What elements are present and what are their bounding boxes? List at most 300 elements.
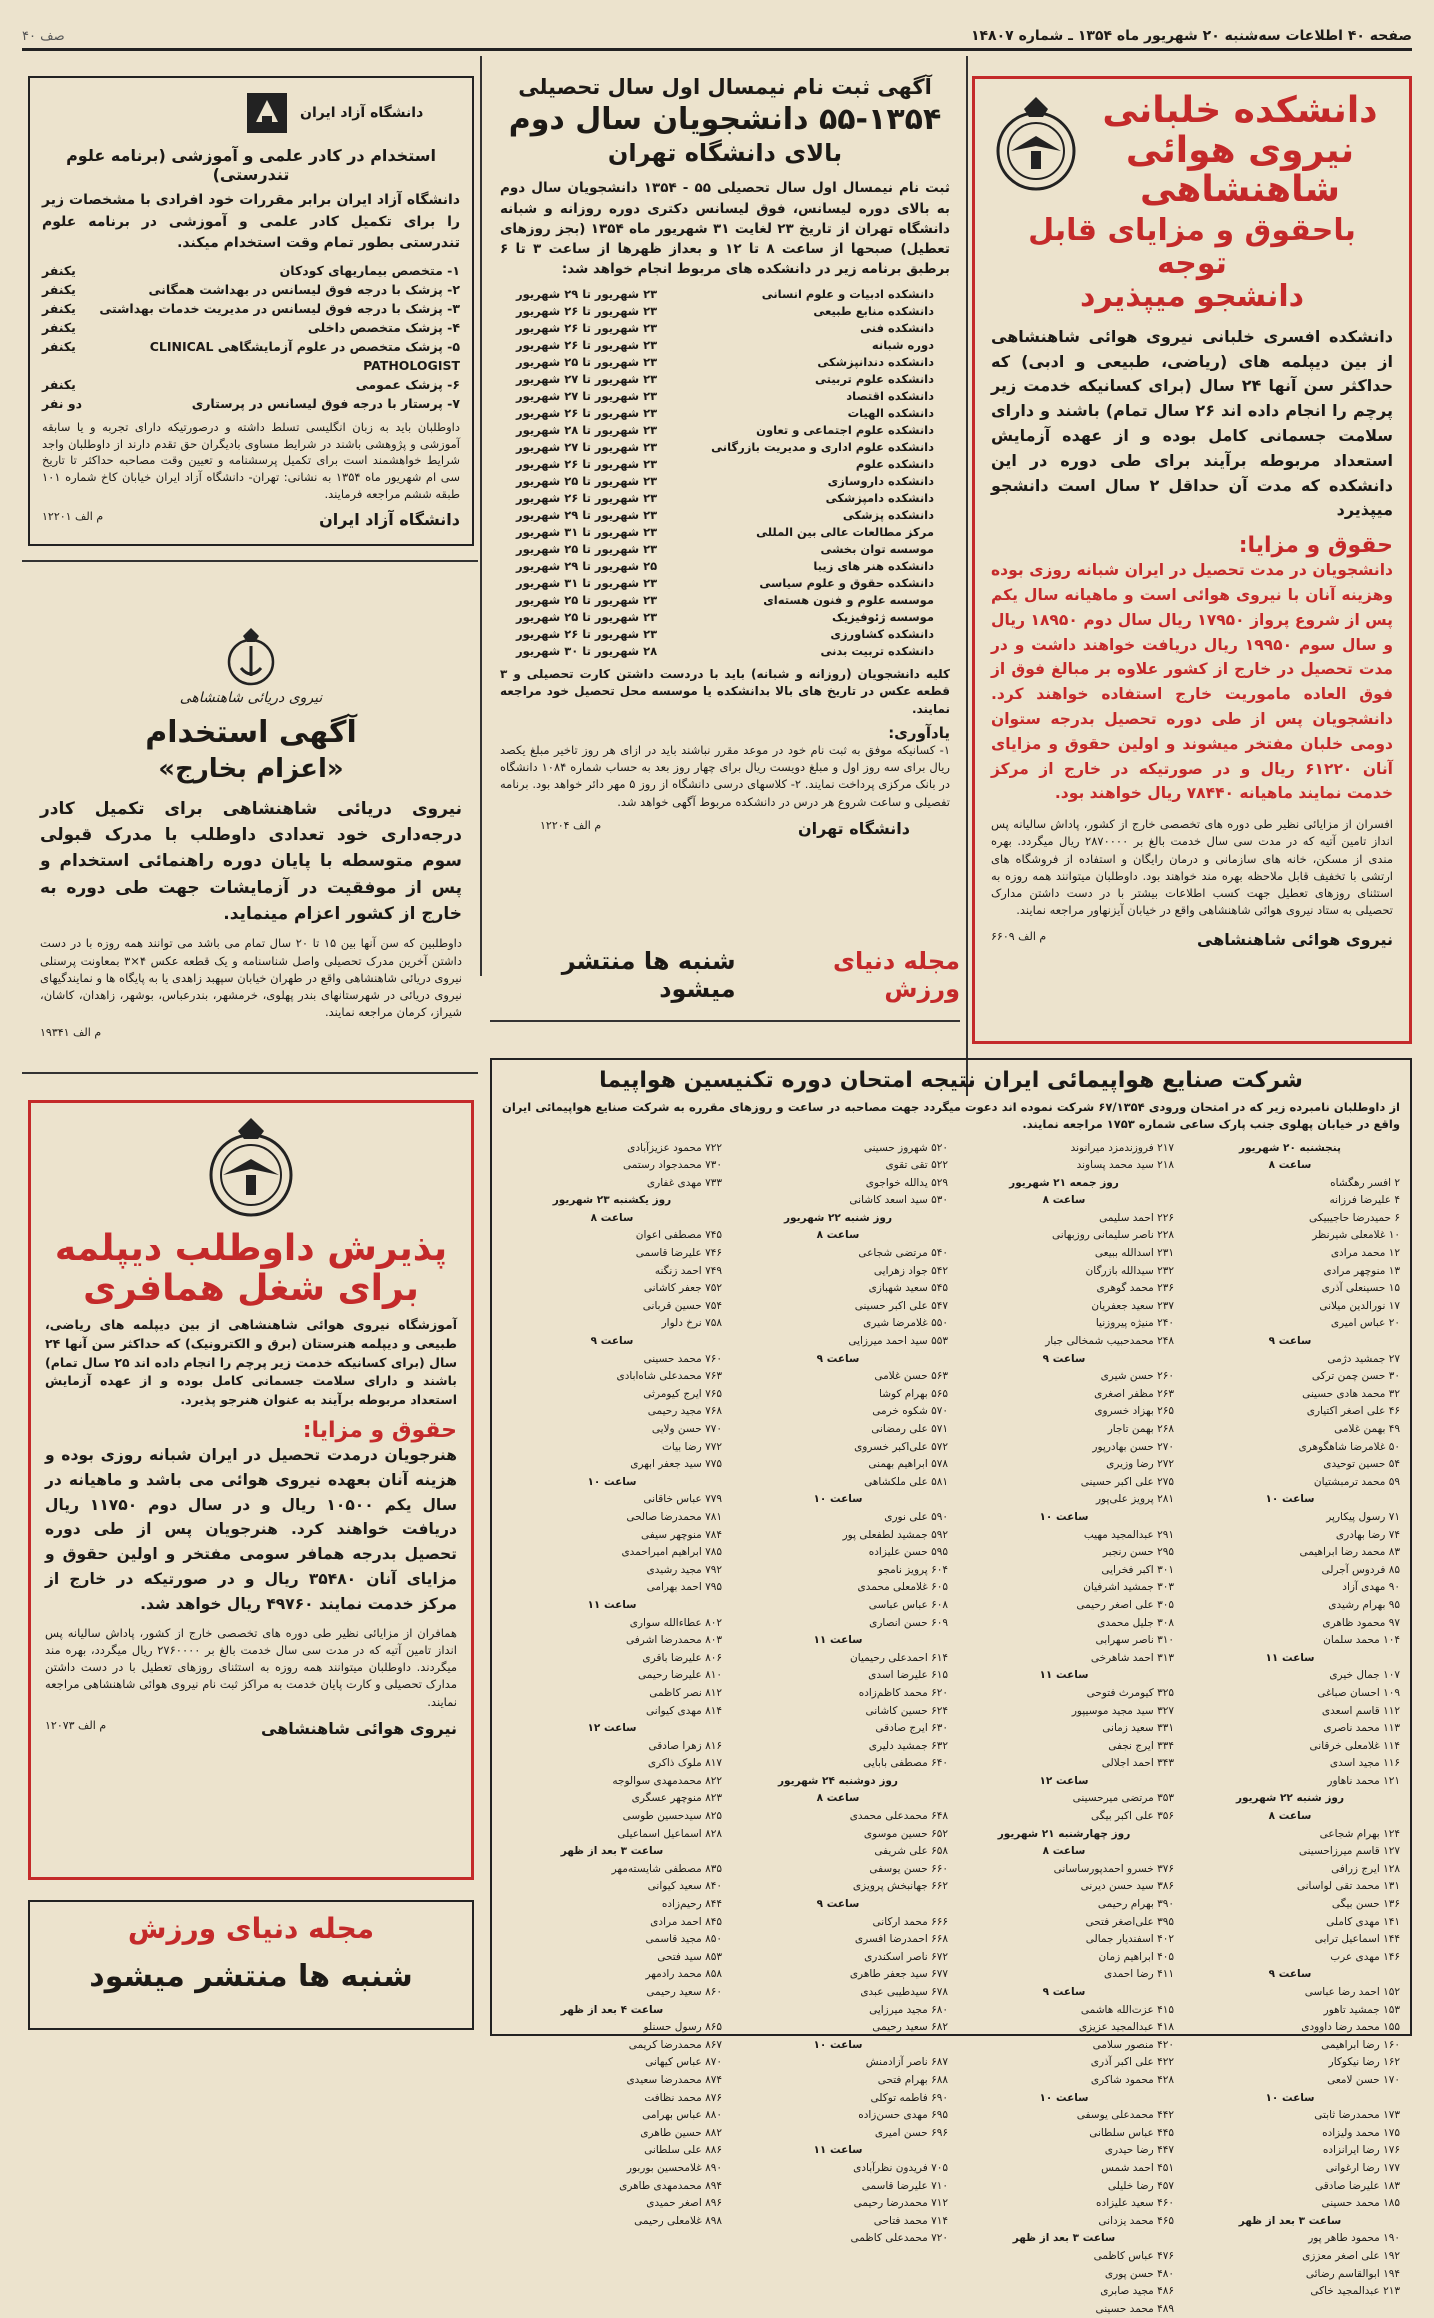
faculty-name: دوره شبانه [872,337,934,354]
candidate-entry: ۱۳۱ محمد تقی لواسانی [1180,1878,1400,1896]
candidate-entry: ۳۹۵ علی‌اصغر فتحی [954,1914,1174,1932]
candidate-entry: ساعت ۹ [728,1351,948,1369]
position-title: ۱- متخصص بیماریهای کودکان [280,261,460,280]
candidate-entry: ۸۰۳ محمدرضا اشرفی [502,1632,722,1650]
faculty-name: دانشکده علوم اداری و مدیریت بازرگانی [711,439,934,456]
ad-details: داوطلبین که سن آنها بین ۱۵ تا ۲۰ سال تمام می باشد می توانند همه روزه با در دست داشتن آخرین مدرک تحصیلی واصل شناسنامه و یک قطعه عکس ۴×۳ بمعاونت پرسنلی نیروی دریائی شاهنشاهی واقع در طهران خیابان سپهبد زاهدی یا به پایگاه ها و نمایندگیهای نیروی دریائی در شهرستانهای بندر پهلوی، خرمشهر، بندرعباس، بوشهر، زاهدان، کاشان، شیراز، کرمان مراجعه نمایند. [40,935,462,1021]
reminder-text: ۱- کسانیکه موفق به ثبت نام خود در موعد مقرر نباشند باید در ازای هر روز تاخیر مبلغ یکصد ریال برای سه روز اول و مبلغ دویست ریال برای چهار روز بعد به حساب شماره ۱۰۸۴ دانشگاه در بانک مرکزی پرداخت نمایند. ۲- کلاسهای درسی دانشگاه از روز ۵ مهر دائر خواهد بود. برنامه تفصیلی و ساعت شروع هر درس در دانشکده مربوط آگهی خواهد شد. [500,742,950,811]
candidate-entry: ساعت ۸ [954,1843,1174,1861]
candidate-entry: ۵۰ غلامرضا شاهگوهری [1180,1439,1400,1457]
candidate-entry: ۷۸۱ محمدرضا صالحی [502,1509,722,1527]
candidate-entry: ۸۱۰ علیرضا رحیمی [502,1667,722,1685]
benefits-text: هنرجویان درمدت تحصیل در ایران شبانه روزی بوده و هزینه آنان بعهده نیروی هوائی می باشد و ماهیانه در سال یکم ۱۰۵۰۰ ریال و در سال دوم ۱۱۷۵۰ ریال دریافت خواهند کرد. هنرجویان پس از طی دوره تحصیل بدرجه همافر سومی مفتخر و اولین حقوق و مزایای آنان ۳۵۴۸۰ ریال و در صورتیکه در خارج از مرکز خدمت نمایند ۴۹۷۶۰ ریال خواهد شد. [45,1443,457,1617]
candidate-entry: ۷۰۵ فریدون نظرآبادی [728,2160,948,2178]
candidate-entry: ۷۶۵ ایرج کیومرثی [502,1386,722,1404]
candidate-entry: ۹۰ مهدی آزاد [1180,1579,1400,1597]
registration-dates: ۲۳ شهریور تا ۲۶ شهریور [516,626,657,643]
candidate-entry: ۱۳۶ حسن بیگی [1180,1896,1400,1914]
candidate-entry: ۶۶۶ محمد ارکانی [728,1914,948,1932]
candidate-entry: ۱۱۲ قاسم اسعدی [1180,1703,1400,1721]
candidate-entry: ۲۶۵ بهزاد خسروی [954,1403,1174,1421]
air-force-emblem-icon [201,1113,301,1223]
azad-university-ad [28,76,474,546]
schedule-row [516,354,934,371]
candidate-entry: ۴۸۹ محمد حسینی [954,2301,1174,2318]
schedule-row [516,558,934,575]
candidate-entry: ۴۴۵ عباس سلطانی [954,2125,1174,2143]
candidate-entry: ۶۵۸ علی شریفی [728,1843,948,1861]
candidate-entry: ۷۶۳ محمدعلی شاه‌ابادی [502,1368,722,1386]
candidate-entry: ساعت ۳ بعد از ظهر [954,2230,1174,2248]
candidate-entry: ساعت ۸ [728,1790,948,1808]
candidate-entry: ۳۰۱ اکبر فخرایی [954,1562,1174,1580]
candidate-entry: ۸۶۵ رسول حسنلو [502,2019,722,2037]
faculty-name: دانشکده تربیت بدنی [820,643,934,660]
schedule-row [516,456,934,473]
candidate-entry: ۶۷۲ ناصر اسکندری [728,1949,948,1967]
ad-title-line: دانشجو میپذیرد [991,280,1393,313]
candidate-entry: ۶۶۰ حسن یوسفی [728,1861,948,1879]
candidate-entry: ۸۴۴ رحیم‌زاده [502,1896,722,1914]
ad-intro: دانشکده افسری خلبانی نیروی هوائی شاهنشاهی از بین دیپلمه های (ریاضی، طبیعی و ادبی) که حداکثر سن آنها ۲۴ سال (برای کسانیکه خدمت زیر پرچم را انجام داده اند ۲۶ سال تمام) باشند و دارای سلامت جسمانی کامل بوده و از عهده آزمایش استعداد مربوطه برآیند برای طی دوره در این دانشکده که مدت آن حداقل ۲ سال است دانشجو میپذیرد [991,325,1393,523]
candidate-entry: ۴۵۱ احمد شمس [954,2160,1174,2178]
position-count: یکنفر [42,337,76,375]
candidate-entry: ۱۲۸ ایرج زرافی [1180,1861,1400,1879]
candidate-entry: ۳۸۶ سید حسن دیرنی [954,1878,1174,1896]
column-divider [966,56,968,1096]
registration-dates: ۲۳ شهریور تا ۲۶ شهریور [516,405,657,422]
registration-dates: ۲۳ شهریور تا ۲۵ شهریور [516,592,657,609]
faculty-name: موسسه توان بخشی [820,541,934,558]
candidate-entry: ۸۰۶ علیرضا باقری [502,1650,722,1668]
candidate-entry: ۷۲۰ محمدعلی کاظمی [728,2230,948,2248]
candidate-entry: ۲۷ جمشید دژمی [1180,1351,1400,1369]
registration-dates: ۲۳ شهریور تا ۲۶ شهریور [516,303,657,320]
candidate-entry: ۱۳ منوچهر مرادی [1180,1263,1400,1281]
candidate-entry: ۴۲۰ منصور سلامی [954,2037,1174,2055]
ad-signature: نیروی هوائی شاهنشاهی [1197,930,1393,949]
candidate-entry: ۵۸۱ علی ملکشاهی [728,1474,948,1492]
candidate-entry: ۷۳۰ محمدجواد رستمی [502,1157,722,1175]
ad-ref: م الف ۱۲۰۷۳ [45,1719,106,1738]
candidate-entry: ۳۳۱ سعید زمانی [954,1720,1174,1738]
position-count: یکنفر [42,280,76,299]
navy-org: نیروی دریائی شاهنشاهی [40,690,462,706]
candidate-entry: ۱۴۶ مهدی عرب [1180,1949,1400,1967]
candidate-entry: ۹۵ بهرام رشیدی [1180,1597,1400,1615]
magazine-name: مجله دنیای ورزش [40,1912,462,1945]
faculty-name: دانشکده علوم [856,456,934,473]
candidate-entry: ۸۳ محمد رضا ابراهیمی [1180,1544,1400,1562]
magazine-tagline: شنبه ها منتشر میشود [490,947,736,1003]
ad-signature: نیروی هوائی شاهنشاهی [261,1719,457,1738]
candidate-entry: پنجشنبه ۲۰ شهریور [1180,1140,1400,1158]
registration-dates: ۲۸ شهریور تا ۳۰ شهریور [516,643,657,660]
candidate-entry: ۴۸۰ حسن پوری [954,2266,1174,2284]
candidate-entry: ۲۲۶ احمد سلیمی [954,1210,1174,1228]
registration-dates: ۲۳ شهریور تا ۲۶ شهریور [516,456,657,473]
candidate-entry: ۷۱۴ محمد فتاحی [728,2213,948,2231]
schedule-row [516,541,934,558]
position-row [42,280,460,299]
candidate-entry: ۵۷۲ علی‌اکبر خسروی [728,1439,948,1457]
candidate-entry: ۴۵۷ رضا خلیلی [954,2178,1174,2196]
candidate-entry: ۳۹۰ بهرام رحیمی [954,1896,1174,1914]
candidate-entry: ۷۱۰ علیرضا قاسمی [728,2178,948,2196]
position-row [42,394,460,413]
candidate-entry: ۷۷۲ رضا بیات [502,1439,722,1457]
candidate-entry: ۴۱۵ عزت‌الله هاشمی [954,2002,1174,2020]
benefits-title: حقوق و مزایا: [45,1418,457,1443]
candidate-entry: ۵۷۸ ابراهیم بهمنی [728,1456,948,1474]
candidate-entry: ۲۶۸ بهمن تاجار [954,1421,1174,1439]
ad-title: آگهی استخدام [40,716,462,749]
candidate-entry: ۵۴ حسین توحیدی [1180,1456,1400,1474]
ad-signature: دانشگاه آزاد ایران [319,510,460,529]
candidate-entry: روز شنبه ۲۲ شهریور [728,1210,948,1228]
positions-list [42,261,460,413]
faculty-name: دانشکده هنر های زیبا [813,558,934,575]
registration-dates: ۲۳ شهریور تا ۲۶ شهریور [516,490,657,507]
registration-dates: ۲۳ شهریور تا ۳۱ شهریور [516,575,657,592]
candidate-entry: ۱۰۷ جمال خیری [1180,1667,1400,1685]
position-count: یکنفر [42,261,76,280]
candidate-entry: ساعت ۹ [728,1896,948,1914]
registration-dates: ۲۳ شهریور تا ۲۹ شهریور [516,507,657,524]
candidate-entry: ۹۷ محمود ظاهری [1180,1615,1400,1633]
candidate-entry: ساعت ۴ بعد از ظهر [502,2002,722,2020]
schedule-row [516,337,934,354]
page-header [22,10,1412,51]
registration-dates: ۲۵ شهریور تا ۲۹ شهریور [516,558,657,575]
logo-text: دانشگاه آزاد ایران [300,105,423,121]
candidate-entry: ساعت ۱۲ [502,1720,722,1738]
position-title: ۵- پزشک متخصص در علوم آزمایشگاهی CLINICAL PATHOLOGIST [76,337,460,375]
candidate-entry: ۶۰۹ حسن انصاری [728,1615,948,1633]
candidate-entry: ۸۳۵ مصطفی شایسته‌مهر [502,1861,722,1879]
faculty-name: دانشکده حقوق و علوم سیاسی [759,575,934,592]
ad-intro: دانشگاه آزاد ایران برابر مقررات خود افرادی با مشخصات زیر را برای تکمیل کادر علمی و آموزشی در برنامه علوم تندرستی بطور تمام وقت استخدام میکند. [42,190,460,255]
candidate-entry: ۳۲۵ کیومرث فتوحی [954,1685,1174,1703]
candidate-entry: ساعت ۱۱ [728,1632,948,1650]
faculty-name: دانشکده الهیات [848,405,934,422]
ad-ref: م الف ۱۲۲۰۴ [540,819,601,838]
schedule-row [516,473,934,490]
candidate-entry: ۵۵۳ سید احمد میرزایی [728,1333,948,1351]
schedule-row [516,388,934,405]
candidate-entry: ۲۳۲ سیدالله بازرگان [954,1263,1174,1281]
candidate-entry: ۶۱۵ علیرضا اسدی [728,1667,948,1685]
candidate-entry: ۱۲ محمد مرادی [1180,1245,1400,1263]
sport-magazine-banner [28,1900,474,2030]
candidate-entry: ۵۷۱ علی رمضانی [728,1421,948,1439]
position-title: ۷- پرستار با درجه فوق لیسانس در پرستاری [192,394,460,413]
candidate-entry: ۳۵۳ مرتضی میرحسینی [954,1790,1174,1808]
candidate-entry: ۲۳۱ اسدالله ببیعی [954,1245,1174,1263]
candidate-entry: ۵۵۰ غلامرضا شیری [728,1315,948,1333]
schedule-row [516,626,934,643]
faculty-name: دانشکده اقتصاد [846,388,934,405]
schedule-row [516,575,934,592]
ad-ref: م الف ۱۲۲۰۱ [42,510,103,529]
candidate-entry: ۸۱۶ زهرا صادقی [502,1738,722,1756]
candidate-entry: ۳۰۳ جمشید اشرفیان [954,1579,1174,1597]
candidate-entry: ۸۵۸ محمد رادمهر [502,1966,722,1984]
candidate-entry: ۸۷۶ محمد نظافت [502,2090,722,2108]
navy-emblem-icon [221,626,281,690]
candidate-entry: ۶۱۴ احمدعلی رحیمیان [728,1650,948,1668]
schedule-row [516,286,934,303]
schedule-row [516,507,934,524]
ad-title-line: شاهنشاهی [1087,170,1393,210]
candidate-entry: ۶۳۲ جمشید دلیری [728,1738,948,1756]
candidate-entry: ۱۱۳ محمد ناصری [1180,1720,1400,1738]
faculty-name: دانشکده فنی [860,320,934,337]
candidate-entry: ۶۳۰ ایرج صادقی [728,1720,948,1738]
candidate-entry: ۳۳۴ ایرج نجفی [954,1738,1174,1756]
candidate-entry: ۷۴۵ مصطفی اعوان [502,1227,722,1245]
candidate-entry: ۵۲۹ یدالله خواجوی [728,1175,948,1193]
schedule-row [516,371,934,388]
candidate-entry: روز دوشنبه ۲۴ شهریور [728,1773,948,1791]
candidate-entry: ساعت ۱۱ [502,1597,722,1615]
candidate-entry: ۶۲۰ محمد کاظم‌زاده [728,1685,948,1703]
candidate-entry: ساعت ۱۱ [1180,1650,1400,1668]
candidate-entry: ۵۴۲ جواد زهرایی [728,1263,948,1281]
candidate-entry: ۵۳۰ سید اسعد کاشانی [728,1192,948,1210]
navy-ad [28,620,474,1060]
candidate-entry: ۸۰۲ عطاءالله سواری [502,1615,722,1633]
candidate-entry: ۱۶۲ رضا نیکوکار [1180,2054,1400,2072]
candidate-entry: ۱۷۷ رضا ارغوانی [1180,2160,1400,2178]
candidate-entry: ۱۹۲ علی اصغر معززی [1180,2248,1400,2266]
candidate-entry: ۳۷۶ خسرو احمدپورساسانی [954,1861,1174,1879]
candidate-entry: ۴۲۲ علی اکبر آذری [954,2054,1174,2072]
candidate-entry: ۷۲۲ محمود عزیزآبادی [502,1140,722,1158]
faculty-name: دانشکده منابع طبیعی [813,303,934,320]
candidate-entry: ۶۸۸ بهرام فتحی [728,2072,948,2090]
candidate-entry: ۱۶۰ رضا ابراهیمی [1180,2037,1400,2055]
candidate-entry: ساعت ۹ [1180,1333,1400,1351]
candidate-entry: ۶۵۲ حسین موسوی [728,1826,948,1844]
candidate-entry: ۷۱ رسول پیکارپر [1180,1509,1400,1527]
candidate-entry: ۷۵۸ نرخ دلوار [502,1315,722,1333]
registration-dates: ۲۳ شهریور تا ۲۷ شهریور [516,371,657,388]
candidate-entry: ۲۳۷ سعید جعفریان [954,1298,1174,1316]
faculty-name: دانشکده پزشکی [843,507,934,524]
candidate-entry: ۵۴۰ مرتضی شجاعی [728,1245,948,1263]
candidate-entry: ساعت ۸ [502,1210,722,1228]
candidate-entry: ۴۶۵ محمد یزدانی [954,2213,1174,2231]
registration-dates: ۲۳ شهریور تا ۲۷ شهریور [516,388,657,405]
candidate-entry: ۵۲۰ شهروز حسینی [728,1140,948,1158]
position-row [42,375,460,394]
candidate-entry: ۸۸۶ علی سلطانی [502,2142,722,2160]
faculty-name: دانشکده دامپزشکی [826,490,934,507]
position-row [42,261,460,280]
faculty-name: موسسه علوم و فنون هسته‌ای [763,592,934,609]
ad-details: افسران از مزایائی نظیر طی دوره های تخصصی خارج از کشور، پاداش سالیانه پس انداز تامین آتیه که در مدت سی سال خدمت بالغ بر ۲۸۷۰۰۰۰ ریال میگردد. بهره مندی از مسکن، خانه های سازمانی و درمان رایگان و استفاده از فروشگاه های ارتشی با تخفیف قابل ملاحظه بهره مند خواهند بود. داوطلبان میتوانند همه روزه به استثنای روزهای تعطیل جهت کسب اطلاعات بیشتر با در دست داشتن مدارک تحصیلی به ستاد نیروی هوائی شاهنشاهی واقع در خیابان آیزنهاور مراجعه نمایند. [991,816,1393,920]
candidate-column [954,1140,1174,2318]
registration-dates: ۲۳ شهریور تا ۲۷ شهریور [516,439,657,456]
candidate-entry: ۲۶۳ مظفر اصغری [954,1386,1174,1404]
ad-body: نیروی دریائی شاهنشاهی برای تکمیل کادر درجه‌داری خود تعدادی داوطلب با مدرک قبولی سوم متوسطه با پایان دوره راهنمائی استخدام و پس از موفقیت در آزمایشات جهت طی دوره به خارج از کشور اعزام مینماید. [40,796,462,928]
candidate-entry: ۶۹۶ حسن امیری [728,2125,948,2143]
candidate-entry: ۱۸۵ محمد حسینی [1180,2195,1400,2213]
candidate-entry: ۵۹ محمد ترمبشتیان [1180,1474,1400,1492]
faculty-name: دانشکده علوم اجتماعی و تعاون [756,422,934,439]
candidate-entry: ساعت ۳ بعد از ظهر [1180,2213,1400,2231]
candidate-entry: ۶۹۰ فاطمه توکلی [728,2090,948,2108]
candidate-entry: ۷۳۳ مهدی غفاری [502,1175,722,1193]
schedule-row [516,643,934,660]
position-count: یکنفر [42,375,76,394]
registration-schedule [500,286,950,660]
column-divider [480,56,482,976]
candidate-entry: ۶۰۵ غلامعلی محمدی [728,1579,948,1597]
candidate-entry: ۵۶۵ بهرام کوشا [728,1386,948,1404]
candidate-entry: ۷۷۵ سید جعفر ابهری [502,1456,722,1474]
candidate-entry: ۳۰ حسن چمن ترکی [1180,1368,1400,1386]
schedule-row [516,490,934,507]
candidate-entry: ۱۵۳ جمشید تاهور [1180,2002,1400,2020]
candidate-entry: ساعت ۱۰ [1180,1491,1400,1509]
candidate-entry: ۲۸۱ پرویز علی‌پور [954,1491,1174,1509]
magazine-tagline: شنبه ها منتشر میشود [40,1959,462,1994]
candidate-entry: ۳۱۳ احمد شاهرخی [954,1650,1174,1668]
position-count: دو نفر [42,394,82,413]
candidate-entry: ۲۱۸ سید محمد پساوند [954,1157,1174,1175]
ad-ref: م الف ۶۶۰۹ [991,930,1046,949]
candidate-entry: ساعت ۱۱ [728,2142,948,2160]
candidate-entry: ۱۲۱ محمد ناهاور [1180,1773,1400,1791]
candidate-entry: ۱۱۴ غلامعلی خرقانی [1180,1738,1400,1756]
row-divider [22,560,478,562]
benefits-title: حقوق و مزایا: [991,533,1393,558]
candidate-entry: ۶ حمیدرضا حاجیبیکی [1180,1210,1400,1228]
candidate-entry: ۸۷۴ محمدرضا سعیدی [502,2072,722,2090]
candidate-entry: ۸۹۶ اصغر حمیدی [502,2195,722,2213]
candidate-entry: ۴۱۱ رضا احمدی [954,1966,1174,1984]
candidate-entry: ۱۰۴ محمد سلمان [1180,1632,1400,1650]
position-row [42,337,460,375]
candidate-entry: ۸۴۰ سعید کیوانی [502,1878,722,1896]
candidate-entry: روز یکشنبه ۲۳ شهریور [502,1192,722,1210]
candidate-entry: ساعت ۹ [954,1351,1174,1369]
ad-title-line: ۵۵-۱۳۵۴ دانشجویان سال دوم [500,103,950,136]
candidate-entry: ۵۹۵ حسن علیزاده [728,1544,948,1562]
position-title: ۴- پزشک متخصص داخلی [308,318,460,337]
candidate-entry: ساعت ۱۲ [954,1773,1174,1791]
candidate-grid [502,1140,1400,2318]
candidate-column [1180,1140,1400,2318]
candidate-entry: ۱۷ نورالدین میلانی [1180,1298,1400,1316]
candidate-entry: ۱۲۷ قاسم میرزاحسینی [1180,1843,1400,1861]
position-title: ۲- پزشک با درجه فوق لیسانس در بهداشت همگانی [149,280,461,299]
ad-signature: دانشگاه تهران [798,819,910,838]
candidate-entry: ۴ علیرضا فرزانه [1180,1192,1400,1210]
magazine-name: مجله دنیای ورزش [760,947,960,1003]
candidate-entry: ۸۲۵ سیدحسین طوسی [502,1808,722,1826]
candidate-entry: ۸۹۰ غلامحسین بوربور [502,2160,722,2178]
ad-subtitle: «اعزام بخارج» [40,755,462,784]
candidate-entry: ۱۴۴ اسماعیل ترابی [1180,1931,1400,1949]
technician-results-ad [490,1058,1412,2036]
candidate-entry: ۴۲۸ محمود شاکری [954,2072,1174,2090]
candidate-entry: ساعت ۸ [1180,1157,1400,1175]
candidate-entry: ۷۹۲ مجید رشیدی [502,1562,722,1580]
candidate-entry: ۲۷۲ رضا وزیری [954,1456,1174,1474]
candidate-entry: ۴۶ علی اصغر اکتیاری [1180,1403,1400,1421]
candidate-entry: ۴۹ بهمن غلامی [1180,1421,1400,1439]
candidate-entry: ۲۴۸ محمدحبیب شمخالی جبار [954,1333,1174,1351]
ad-title-line: پذیرش داوطلب دیپلمه [45,1229,457,1269]
azad-university-logo-icon [242,88,292,138]
position-title: ۳- پزشک با درجه فوق لیسانس در مدیریت خدمات بهداشتی [99,299,460,318]
candidate-entry: ۷۴۶ علیرضا قاسمی [502,1245,722,1263]
position-row [42,318,460,337]
candidate-entry: ۱۹۴ ابوالقاسم رضائی [1180,2266,1400,2284]
candidate-entry: ۸۸۲ حسین طاهری [502,2125,722,2143]
faculty-name: دانشکده داروسازی [828,473,934,490]
candidate-entry: ۲ افسر رهگشاه [1180,1175,1400,1193]
candidate-entry: ۱۵ حسینعلی آذری [1180,1280,1400,1298]
candidate-entry: ۸۱۷ ملوک ذاکری [502,1755,722,1773]
candidate-entry: ۲۶۰ حسن شیری [954,1368,1174,1386]
schedule-row [516,439,934,456]
candidate-entry: ۶۸۰ مجید میرزایی [728,2002,948,2020]
candidate-entry: ۷۷۰ حسن ولایی [502,1421,722,1439]
candidate-entry: ۶۸۷ ناصر آزادمنش [728,2054,948,2072]
candidate-entry: ۸۴۵ احمد مرادی [502,1914,722,1932]
candidate-entry: ۱۸۳ علیرضا صادقی [1180,2178,1400,2196]
candidate-entry: ۸۶۷ محمدرضا کریمی [502,2037,722,2055]
ad-title-line: دانشکده خلبانی [1087,91,1393,131]
candidate-entry: ۳۲ محمد هادی حسینی [1180,1386,1400,1404]
candidate-entry: ۲۷۰ حسن بهادرپور [954,1439,1174,1457]
candidate-entry: ۷۴ رضا بهادری [1180,1527,1400,1545]
candidate-entry: ۱۷۵ محمد ولیزاده [1180,2125,1400,2143]
candidate-entry: ۶۰۴ پرویز نامجو [728,1562,948,1580]
reminder-title: یادآوری: [500,724,950,742]
ad-note: داوطلبان باید به زبان انگلیسی تسلط داشته و درصورتیکه دارای تجربه و یا سابقه آموزشی و پژوهشی باشند در شرایط مساوی بادیگران حق تقدم دارند از داوطلبان واجد شرایط خواهشمند است برای تکمیل پرسشنامه و تعیین وقت مصاحبه حداکثر تا تاریخ سی ام شهریور ماه ۱۳۵۴ به نشانی: تهران- دانشگاه آزاد ایران خیابان کاخ شماره ۱۰۱ طبقه ششم مراجعه فرمایند. [42,419,460,502]
candidate-entry: ۷۸۵ ابراهیم امیراحمدی [502,1544,722,1562]
air-force-pilot-ad [972,76,1412,1044]
candidate-entry: ۲۳۶ محمد گوهری [954,1280,1174,1298]
candidate-entry: ۵۶۳ حسن غلامی [728,1368,948,1386]
ad-title: شرکت صنایع هواپیمائی ایران نتیجه امتحان دوره تکنیسین هواپیما [502,1068,1400,1093]
registration-dates: ۲۳ شهریور تا ۳۱ شهریور [516,524,657,541]
candidate-entry: ۲۱۳ عبدالمجید خاکی [1180,2283,1400,2301]
faculty-name: دانشکده دندانپزشکی [817,354,934,371]
candidate-entry: ۱۲۴ بهرام شجاعی [1180,1826,1400,1844]
ad-intro: ثبت نام نیمسال اول سال تحصیلی ۵۵ - ۱۳۵۴ دانشجویان سال دوم به بالای دوره لیسانس، فوق لیسانس دکتری دوره روزانه و شبانه دانشگاه تهران از تاریخ ۲۳ لغایت ۳۱ شهریور ماه ۱۳۵۴ (بجز روزهای تعطیل) صبحها از ساعت ۸ تا ۱۲ و بعداز ظهرها از ساعت ۳ تا ۶ برطبق برنامه زیر در دانشکده های مربوط انجام خواهد شد: [500,178,950,279]
candidate-entry: روز چهارشنبه ۲۱ شهریور [954,1826,1174,1844]
candidate-entry: ۵۹۰ علی نوری [728,1509,948,1527]
faculty-name: دانشکده کشاورزی [830,626,934,643]
candidate-entry: روز جمعه ۲۱ شهریور [954,1175,1174,1193]
candidate-entry: ۳۲۷ سید مجید موسیپور [954,1703,1174,1721]
position-count: یکنفر [42,299,76,318]
schedule-row [516,592,934,609]
faculty-name: موسسه ژئوفیزیک [832,609,934,626]
faculty-name: مرکز مطالعات عالی بین المللی [756,524,934,541]
faculty-name: دانشکده ادبیات و علوم انسانی [762,286,934,303]
candidate-entry: ۷۵۲ جعفر کاشانی [502,1280,722,1298]
candidate-entry: ۸۲۲ محمدمهدی سوالوجه [502,1773,722,1791]
ad-note: کلیه دانشجویان (روزانه و شبانه) باید با دردست داشتن کارت تحصیلی و ۳ قطعه عکس در تاریخ های بالا بدانشکده یا موسسه محل تحصیل خود مراجعه نمایند. [500,666,950,718]
position-count: یکنفر [42,318,76,337]
